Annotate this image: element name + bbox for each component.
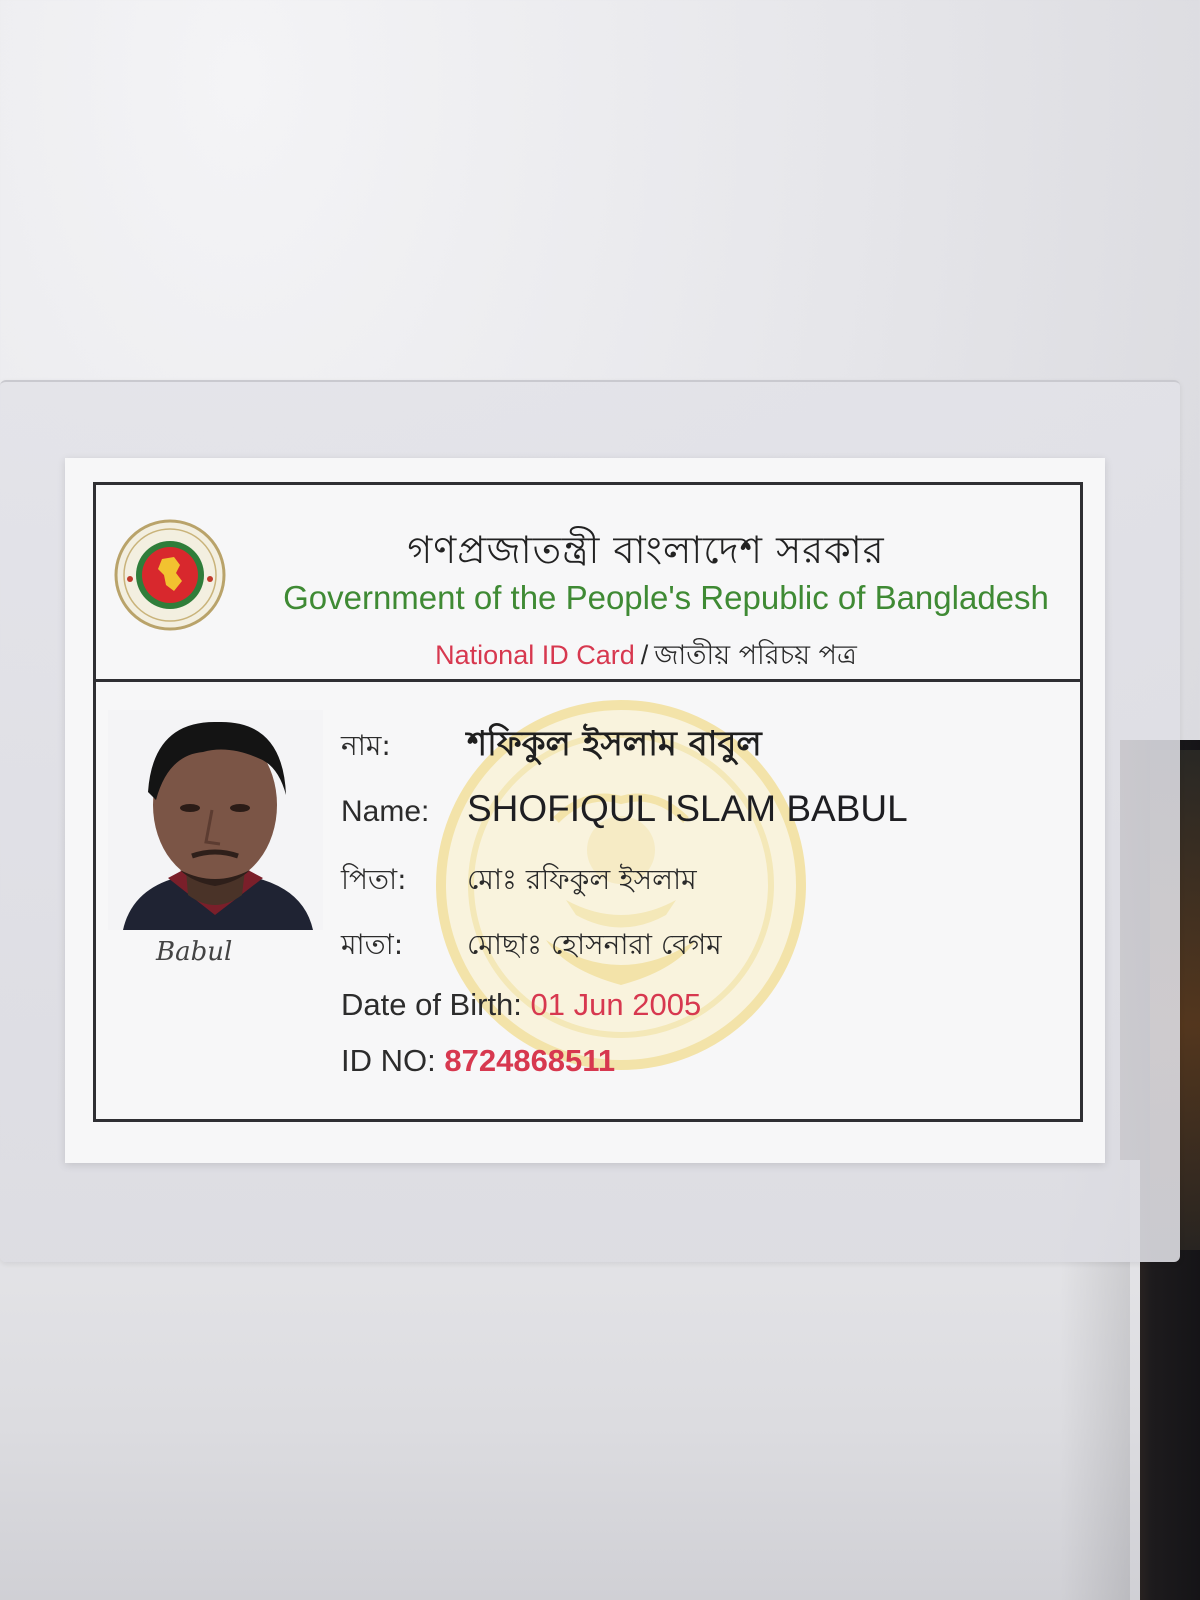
father-label: পিতা:: [341, 863, 407, 896]
father-row: [341, 858, 697, 905]
government-seal-icon: [114, 519, 226, 631]
name-english-value: SHOFIQUL ISLAM BABUL: [467, 788, 908, 829]
name-english-label: Name:: [341, 795, 430, 828]
holder-signature: Babul: [156, 937, 233, 967]
name-bengali-label: নাম:: [341, 729, 391, 762]
name-bengali-row: [341, 718, 762, 775]
national-id-card: [65, 458, 1105, 1163]
date-of-birth-row: [341, 987, 701, 1023]
card-type-english: National ID Card: [435, 640, 635, 670]
card-type-bengali: জাতীয় পরিচয় পত্র: [654, 640, 857, 671]
name-bengali-value: শফিকুল ইসলাম বাবুল: [467, 724, 762, 764]
title-bengali: গণপ্রজাতন্ত্রী বাংলাদেশ সরকার: [407, 528, 885, 572]
card-type: [296, 635, 996, 680]
date-of-birth-label: Date of Birth:: [341, 987, 522, 1022]
mother-label: মাতা:: [341, 928, 404, 961]
portrait-photo: [108, 710, 323, 930]
mother-row: [341, 923, 722, 970]
mother-value: মোছাঃ হোসনারা বেগম: [467, 928, 722, 961]
id-number-label: ID NO:: [341, 1043, 436, 1078]
id-number-value: 8724868511: [444, 1043, 616, 1078]
card-type-separator: /: [640, 640, 649, 670]
father-value: মোঃ রফিকুল ইসলাম: [467, 863, 697, 896]
name-english-row: [341, 788, 908, 830]
title-english: Government of the People's Republic of Bangladesh: [283, 579, 1049, 616]
card-frame: [93, 482, 1083, 1122]
id-number-row: [341, 1043, 615, 1079]
date-of-birth-value: 01 Jun 2005: [530, 987, 702, 1022]
